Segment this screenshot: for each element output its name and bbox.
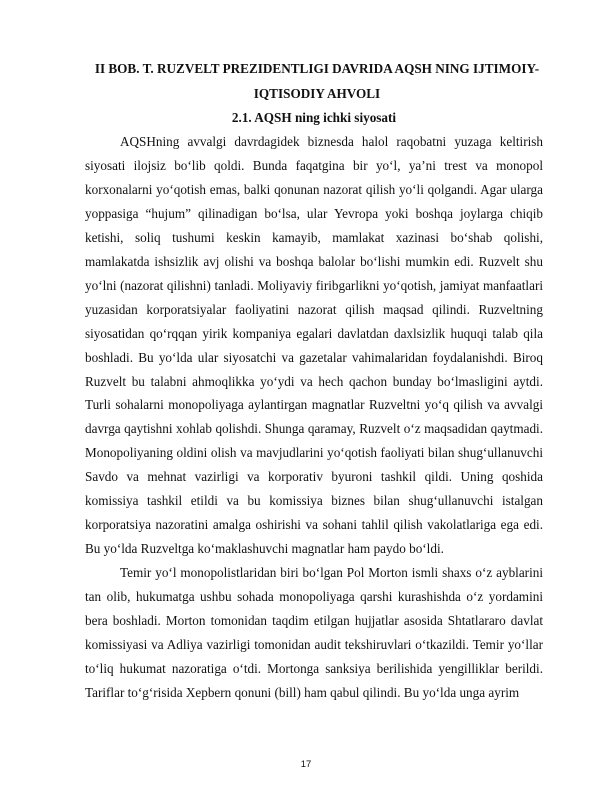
body-paragraph: Temir yo‘l monopolistlaridan biri bo‘lgan Pol Morton ismli shaxs o‘z ayblarini tan olib, hukumatga ushbu sohada monopoliyaga qarshi kurashishda o‘z yordamini bera boshladi. Morton tomonidan taqdim etilgan hujjatlar asosida Shtatlararo davlat komissiyasi va Adliya vazirligi tomonidan audit tekshiruvlari o‘tkazildi. Temir yo‘llar to‘liq hukumat nazoratiga o‘tdi. Mortonga sanksiya berilishida yengilliklar berildi. Tariflar to‘g‘risida Xepbern qonuni (bill) ham qabul qilindi. Bu yo‘lda unga ayrim: [85, 565, 543, 700]
chapter-title: II BOB. T. RUZVELT PREZIDENTLIGI DAVRIDA AQSH NING IJTIMOIY-IQTISODIY AHVOLI: [94, 61, 540, 101]
document-page: [85, 56, 543, 705]
page-number: 17: [300, 759, 312, 770]
body-paragraph: AQSHning avvalgi davrdagidek biznesda halol raqobatni yuzaga keltirish siyosati ilojsiz bo‘lib qoldi. Bunda faqatgina bir yo‘l, ya’ni trest va monopol korxonalarni yo‘qotish emas, balki qonunan nazorat qilish yo‘li qolgandi. Agar ularga yoppasiga “hujum” qilinadigan bo‘lsa, ular Yevropa yoki boshqa joylarga chiqib ketishi, soliq tushumi keskin kamayib, mamlakat xazinasi bo‘shab qolishi, mamlakatda ishsizlik avj olishi va boshqa balolar bo‘lishi mumkin edi. Ruzvelt shu yo‘lni (nazorat qilishni) tanladi. Moliyaviy firibgarlikni yo‘qotish, jamiyat manfaatlari yuzasidan korporatsiyalar faoliyatini nazorat qilish maqsad qilindi. Ruzveltning siyosatidan qo‘rqqan yirik kompaniya egalari davlatdan daxlsizlik huquqi talab qila boshladi. Bu yo‘lda ular siyosatchi va gazetalar vahimalaridan foydalanishdi. Biroq Ruzvelt bu talabni ahmoqlikka yo‘ydi va hech qachon bunday bo‘lmasligini aytdi. Turli sohalarni monopoliyaga aylantirgan magnatlar Ruzveltni yo‘q qilish va avvalgi davrga qaytishni xohlab qolishdi. Shunga qaramay, Ruzvelt o‘z maqsadidan qaytmadi. Monopoliyaning oldini olish va mavjudlarini yo‘qotish faoliyati bilan shug‘ullanuvchi Savdo va mehnat vazirligi va korporativ byuroni tashkil qildi. Uning qoshida komissiya tashkil etildi va bu komissiya biznes bilan shug‘ullanuvchi istalgan korporatsiya nazoratini amalga oshirishi va sohani tahlil qilish vakolatlariga ega edi. Bu yo‘lda Ruzveltga ko‘maklashuvchi magnatlar ham paydo bo‘ldi.: [85, 134, 543, 557]
section-title: 2.1. AQSH ning ichki siyosati: [231, 110, 397, 125]
